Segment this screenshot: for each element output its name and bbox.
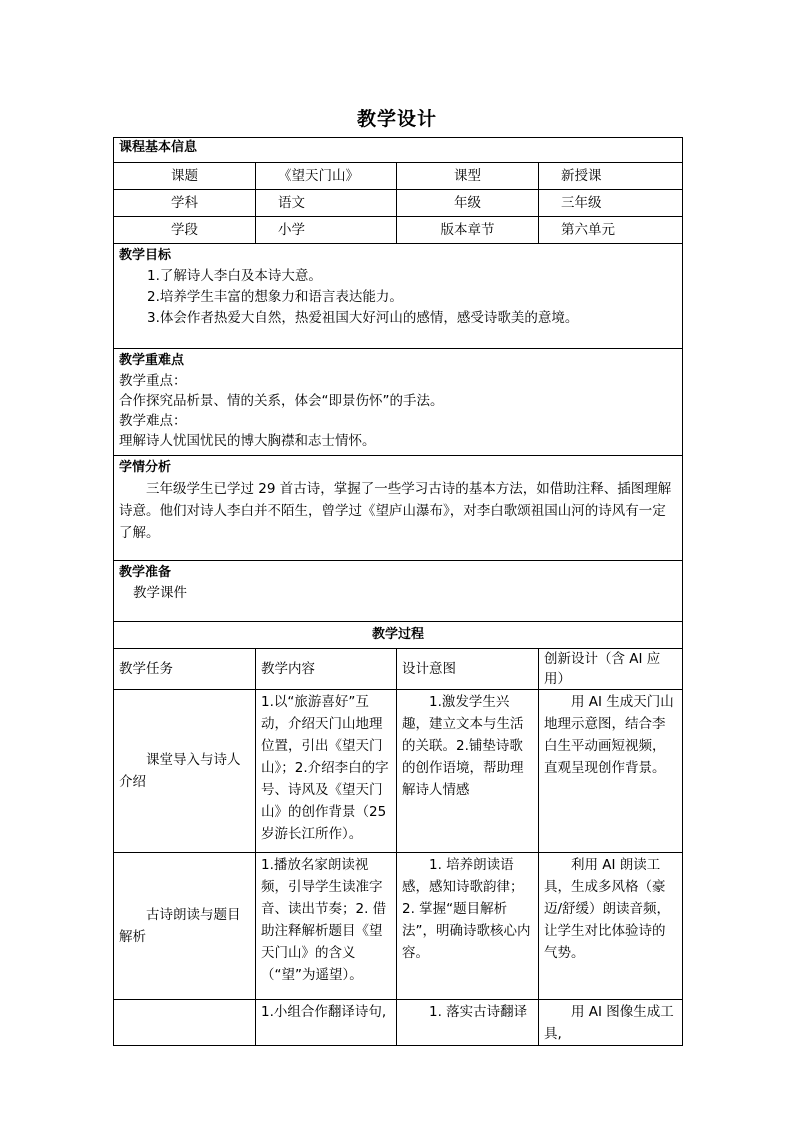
task-cell: 古诗朗读与题目解析 xyxy=(114,853,256,1000)
info-row xyxy=(114,217,683,244)
difficulty-label: 教学难点： xyxy=(119,413,187,429)
analysis-heading: 学情分析 xyxy=(119,460,172,475)
goal-item: 3.体会作者热爱大自然，热爱祖国大好河山的感情，感受诗歌美的意境。 xyxy=(147,310,579,326)
info-label: 版本章节 xyxy=(397,217,539,244)
key-points-row xyxy=(114,349,683,456)
goal-item: 2.培养学生丰富的想象力和语言表达能力。 xyxy=(147,289,403,305)
info-label: 学科 xyxy=(114,190,256,217)
info-label: 课型 xyxy=(397,163,539,190)
column-header: 教学内容 xyxy=(256,649,397,690)
task-cell xyxy=(114,1000,256,1046)
basic-info-heading: 课程基本信息 xyxy=(114,138,683,163)
content-cell: 1.播放名家朗读视频，引导学生读准字音、读出节奏；2. 借助注释解析题目《望天门山》的含义（“望”为遥望）。 xyxy=(256,853,397,1000)
goals-section xyxy=(114,244,683,349)
intent-cell: 1. 落实古诗翻译 xyxy=(397,1000,539,1046)
info-value: 第六单元 xyxy=(539,217,683,244)
column-header: 创新设计（含 AI 应用） xyxy=(539,649,683,690)
preparation-text: 教学课件 xyxy=(133,585,187,601)
info-label: 学段 xyxy=(114,217,256,244)
info-label: 年级 xyxy=(397,190,539,217)
intent-cell: 1.激发学生兴趣，建立文本与生活的关联。2.铺垫诗歌的创作语境，帮助理解诗人情感 xyxy=(397,690,539,853)
key-points-heading: 教学重难点 xyxy=(119,353,185,368)
innovation-cell: 用 AI 生成天门山地理示意图，结合李白生平动画短视频，直观呈现创作背景。 xyxy=(539,690,683,853)
analysis-section xyxy=(114,456,683,561)
info-value: 三年级 xyxy=(539,190,683,217)
preparation-row xyxy=(114,561,683,622)
info-row xyxy=(114,163,683,190)
info-value: 《望天门山》 xyxy=(256,163,397,190)
process-columns-row xyxy=(114,649,683,690)
focus-text: 合作探究品析景、情的关系，体会“即景伤怀”的手法。 xyxy=(119,393,444,409)
process-row xyxy=(114,1000,683,1046)
content-cell: 1.以“旅游喜好”互动，介绍天门山地理位置，引出《望天门山》；2.介绍李白的字号、诗风及《望天门山》的创作背景（25 岁游长江所作）。 xyxy=(256,690,397,853)
process-row xyxy=(114,853,683,1000)
preparation-heading: 教学准备 xyxy=(119,565,172,580)
task-cell: 课堂导入与诗人介绍 xyxy=(114,690,256,853)
preparation-section xyxy=(114,561,683,622)
info-value: 新授课 xyxy=(539,163,683,190)
page-title: 教学设计 xyxy=(356,108,437,130)
goals-heading: 教学目标 xyxy=(119,248,172,263)
difficulty-text: 理解诗人忧国忧民的博大胸襟和志士情怀。 xyxy=(119,433,376,449)
column-header: 教学任务 xyxy=(114,649,256,690)
basic-info-heading-row xyxy=(114,138,683,163)
process-row xyxy=(114,690,683,853)
column-header: 设计意图 xyxy=(397,649,539,690)
focus-label: 教学重点： xyxy=(119,373,187,389)
intent-cell: 1. 培养朗读语感，感知诗歌韵律；2. 掌握“题目解析法”，明确诗歌核心内容。 xyxy=(397,853,539,1000)
process-heading-row xyxy=(114,622,683,649)
info-label: 课题 xyxy=(114,163,256,190)
innovation-cell: 利用 AI 朗读工具，生成多风格（豪迈/舒缓）朗读音频，让学生对比体验诗的气势。 xyxy=(539,853,683,1000)
goal-item: 1.了解诗人李白及本诗大意。 xyxy=(147,268,322,284)
innovation-cell: 用 AI 图像生成工具, xyxy=(539,1000,683,1046)
lesson-plan-table xyxy=(113,137,683,1046)
key-points-section xyxy=(114,349,683,456)
info-row xyxy=(114,190,683,217)
analysis-row xyxy=(114,456,683,561)
content-cell: 1.小组合作翻译诗句, xyxy=(256,1000,397,1046)
info-value: 语文 xyxy=(256,190,397,217)
goals-row xyxy=(114,244,683,349)
process-heading: 教学过程 xyxy=(114,622,683,649)
analysis-text: 三年级学生已学过 29 首古诗，掌握了一些学习古诗的基本方法，如借助注释、插图理解诗意。他们对诗人李白并不陌生，曾学过《望庐山瀑布》，对李白歌颂祖国山河的诗风有一定了解。 xyxy=(119,481,672,541)
info-value: 小学 xyxy=(256,217,397,244)
